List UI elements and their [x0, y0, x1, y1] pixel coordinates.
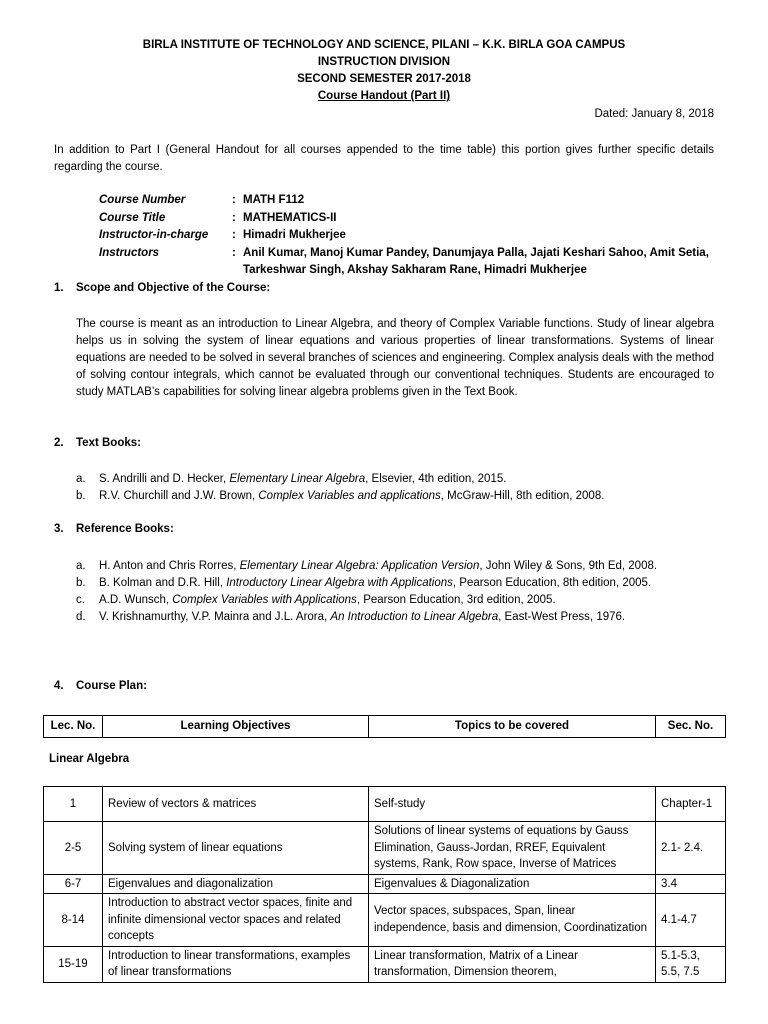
- cell-topics: Self-study: [369, 787, 656, 822]
- cell-objective: Eigenvalues and diagonalization: [103, 874, 369, 894]
- list-item: [76, 488, 714, 505]
- division-name: INSTRUCTION DIVISION: [317, 56, 451, 68]
- linear-algebra-label: Linear Algebra: [49, 753, 130, 765]
- list-item: [76, 558, 714, 575]
- header-lec-no: Lec. No.: [44, 716, 103, 738]
- list-marker: b.: [76, 490, 86, 502]
- section-1-heading: [54, 282, 270, 294]
- table-row: [44, 787, 726, 822]
- colon: :: [232, 229, 236, 241]
- colon: :: [232, 211, 236, 224]
- list-item: [76, 609, 714, 626]
- list-marker: b.: [76, 577, 86, 589]
- list-item: [76, 575, 714, 592]
- table-row: [44, 822, 726, 875]
- cell-objective: Review of vectors & matrices: [103, 787, 369, 822]
- cell-sec: 2.1- 2.4.: [656, 822, 726, 875]
- date-line: Dated: January 8, 2018: [594, 108, 714, 120]
- header-learning-objectives: Learning Objectives: [103, 716, 369, 738]
- table-row: [44, 874, 726, 894]
- cell-lec: 1: [44, 787, 103, 822]
- section-title: Course Plan:: [76, 680, 147, 692]
- course-plan-header-table: [43, 715, 726, 738]
- course-title-row: [99, 210, 713, 228]
- instructor-incharge: Himadri Mukherjee: [243, 229, 346, 241]
- course-info: [99, 192, 713, 280]
- colon: :: [232, 246, 236, 259]
- course-number-label: Course Number: [99, 194, 186, 206]
- cell-topics: Solutions of linear systems of equations by Gauss Elimination, Gauss-Jordan, RREF, Equivalent systems, Rank, Row space, Inverse of Matrices: [369, 822, 656, 875]
- handout-title-text: Course Handout (Part II): [317, 90, 451, 102]
- course-title: MATHEMATICS-II: [243, 211, 337, 224]
- reference-books-list: [76, 558, 714, 626]
- section-number: 3.: [54, 523, 64, 535]
- section-number: 4.: [54, 680, 64, 692]
- section-title: Text Books:: [76, 437, 141, 449]
- section-title: Reference Books:: [76, 523, 174, 535]
- list-marker: d.: [76, 611, 86, 623]
- cell-sec: Chapter-1: [656, 787, 726, 822]
- course-number-row: [99, 192, 713, 210]
- section-title: Scope and Objective of the Course:: [76, 282, 271, 294]
- cell-sec: 5.1-5.3, 5.5, 7.5: [656, 946, 726, 982]
- cell-topics: Vector spaces, subspaces, Span, linear independence, basis and dimension, Coordinatization: [369, 894, 656, 947]
- course-plan-table: [43, 786, 726, 983]
- instructors-row: [99, 245, 713, 280]
- scope-paragraph: The course is meant as an introduction to Linear Algebra, and theory of Complex Variable functions. Study of linear algebra helps us in solving the system of linear equations and various properties of linear transformations. Systems of linear equations are needed to be solved in several branches of sciences and engineering. Complex analysis deals with the method of solving contour integrals, which cannot be evaluated through our conventional techniques. Students are encouraged to study MATLAB’s capabilities for solving linear algebra problems given in the Text Book.: [76, 318, 714, 398]
- institute-name: BIRLA INSTITUTE OF TECHNOLOGY AND SCIENCE, PILANI – K.K. BIRLA GOA CAMPUS: [142, 39, 626, 51]
- cell-topics: Eigenvalues & Diagonalization: [369, 874, 656, 894]
- list-item: [76, 592, 714, 609]
- list-text: S. Andrilli and D. Hecker, Elementary Linear Algebra, Elsevier, 4th edition, 2015.: [99, 473, 507, 485]
- list-marker: a.: [76, 560, 86, 572]
- instructors-label: Instructors: [99, 246, 160, 259]
- header-sec-no: Sec. No.: [656, 716, 726, 738]
- colon: :: [232, 194, 236, 206]
- cell-objective: Solving system of linear equations: [103, 822, 369, 875]
- list-text: H. Anton and Chris Rorres, Elementary Linear Algebra: Application Version, John Wiley & Sons, 9th Ed, 2008.: [99, 560, 658, 572]
- table-header-row: [44, 716, 726, 738]
- text-books-list: [76, 471, 714, 505]
- list-text: A.D. Wunsch, Complex Variables with Applications, Pearson Education, 3rd edition, 2005.: [99, 594, 556, 606]
- section-3-heading: [54, 523, 174, 535]
- cell-lec: 8-14: [44, 894, 103, 947]
- list-text: R.V. Churchill and J.W. Brown, Complex Variables and applications, McGraw-Hill, 8th edition, 2008.: [99, 490, 605, 502]
- handout-title: [0, 89, 768, 104]
- instructor-incharge-label: Instructor-in-charge: [99, 229, 209, 241]
- cell-topics: Linear transformation, Matrix of a Linear transformation, Dimension theorem,: [369, 946, 656, 982]
- list-text: V. Krishnamurthy, V.P. Mainra and J.L. Arora, An Introduction to Linear Algebra, East-West Press, 1976.: [99, 611, 626, 623]
- cell-lec: 2-5: [44, 822, 103, 875]
- header-topics: Topics to be covered: [369, 716, 656, 738]
- intro-paragraph: In addition to Part I (General Handout for all courses appended to the time table) this portion gives further specific details regarding the course.: [54, 144, 714, 173]
- section-number: 2.: [54, 437, 64, 449]
- instructor-incharge-row: [99, 227, 713, 245]
- course-title-label: Course Title: [99, 211, 166, 224]
- course-number: MATH F112: [243, 194, 305, 206]
- list-marker: c.: [76, 594, 85, 606]
- table-row: [44, 946, 726, 982]
- cell-sec: 4.1-4.7: [656, 894, 726, 947]
- cell-lec: 6-7: [44, 874, 103, 894]
- instructors: Anil Kumar, Manoj Kumar Pandey, Danumjaya Palla, Jajati Keshari Sahoo, Amit Setia, Tarkeshwar Singh, Akshay Sakharam Rane, Himadri Mukherjee: [243, 246, 709, 276]
- section-4-heading: [54, 680, 147, 692]
- section-number: 1.: [54, 282, 64, 294]
- list-text: B. Kolman and D.R. Hill, Introductory Linear Algebra with Applications, Pearson Education, 8th edition, 2005.: [99, 577, 652, 589]
- list-item: [76, 471, 714, 488]
- semester: SECOND SEMESTER 2017-2018: [297, 73, 471, 85]
- cell-objective: Introduction to linear transformations, examples of linear transformations: [103, 946, 369, 982]
- list-marker: a.: [76, 473, 86, 485]
- cell-sec: 3.4: [656, 874, 726, 894]
- section-2-heading: [54, 437, 141, 449]
- cell-objective: Introduction to abstract vector spaces, finite and infinite dimensional vector spaces and related concepts: [103, 894, 369, 947]
- table-row: [44, 894, 726, 947]
- cell-lec: 15-19: [44, 946, 103, 982]
